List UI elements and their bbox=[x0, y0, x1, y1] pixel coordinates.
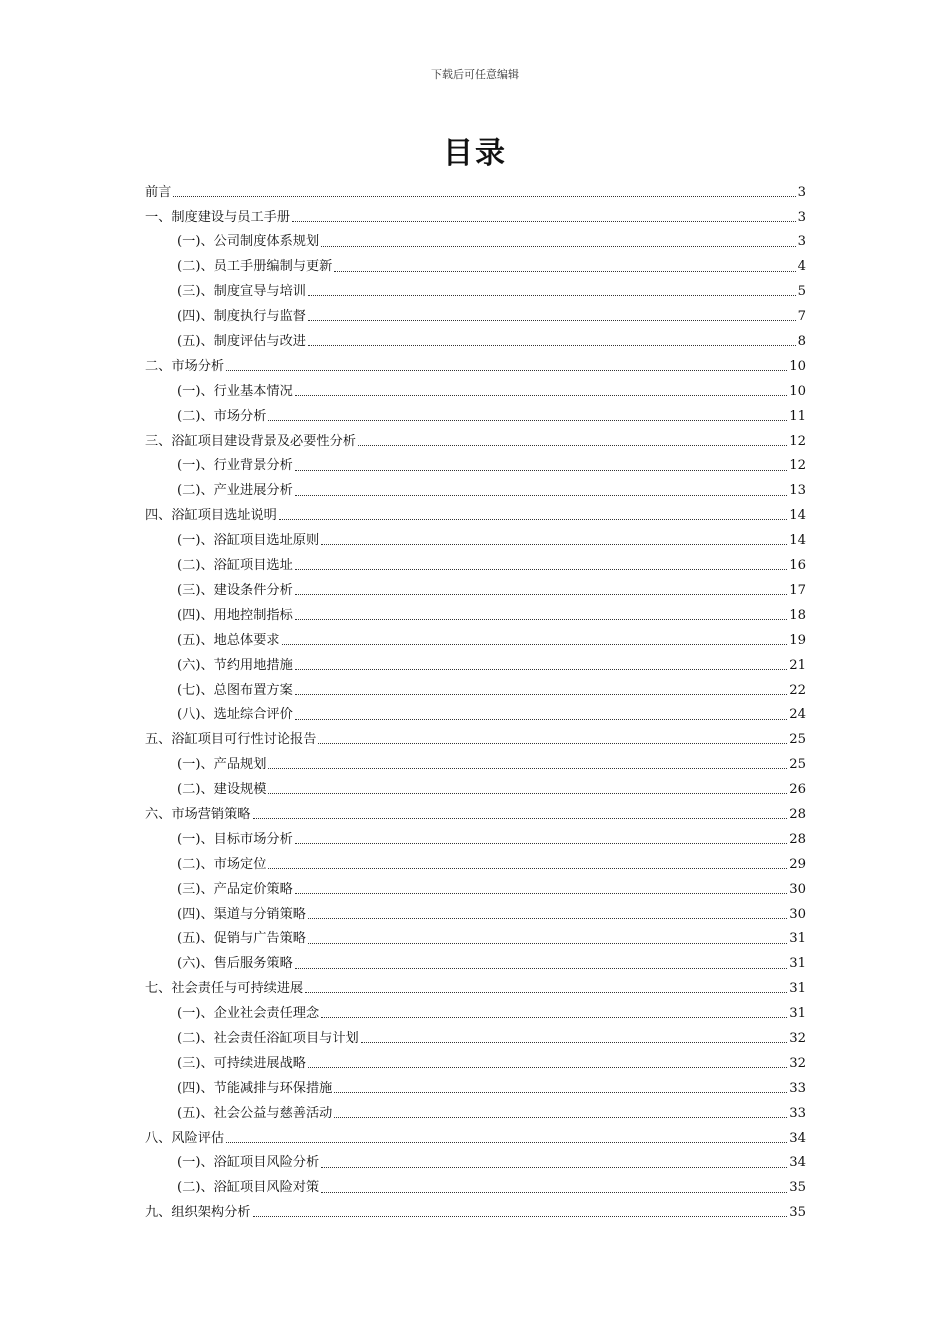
toc-entry-page: 29 bbox=[789, 856, 806, 872]
toc-entry-label: (四)、制度执行与监督 bbox=[177, 309, 306, 325]
toc-entry-label: (一)、浴缸项目风险分析 bbox=[177, 1155, 320, 1171]
toc-dot-leader bbox=[334, 1092, 787, 1093]
toc-entry[interactable] bbox=[145, 274, 806, 299]
toc-dot-leader bbox=[318, 743, 787, 744]
toc-entry[interactable] bbox=[145, 846, 806, 871]
toc-dot-leader bbox=[295, 669, 787, 670]
toc-entry-label: 五、浴缸项目可行性讨论报告 bbox=[145, 732, 317, 748]
toc-entry[interactable] bbox=[145, 796, 806, 821]
toc-entry-label: (三)、产品定价策略 bbox=[177, 881, 293, 897]
toc-entry[interactable] bbox=[145, 1095, 806, 1120]
toc-entry[interactable] bbox=[145, 722, 806, 747]
toc-entry-page: 26 bbox=[789, 782, 806, 798]
toc-dot-leader bbox=[253, 818, 788, 819]
toc-entry-label: (四)、用地控制指标 bbox=[177, 607, 293, 623]
toc-entry[interactable] bbox=[145, 746, 806, 771]
toc-dot-leader bbox=[295, 470, 787, 471]
toc-entry-page: 30 bbox=[789, 906, 806, 922]
toc-entry-page: 30 bbox=[789, 881, 806, 897]
toc-dot-leader bbox=[321, 544, 787, 545]
toc-entry[interactable] bbox=[145, 473, 806, 498]
toc-entry-page: 3 bbox=[797, 209, 806, 225]
toc-entry-page: 21 bbox=[789, 657, 806, 673]
toc-dot-leader bbox=[308, 1067, 787, 1068]
toc-entry-page: 19 bbox=[789, 632, 806, 648]
toc-entry-page: 34 bbox=[789, 1155, 806, 1171]
toc-dot-leader bbox=[279, 519, 787, 520]
toc-entry-page: 14 bbox=[789, 533, 806, 549]
toc-dot-leader bbox=[173, 196, 795, 197]
toc-dot-leader bbox=[295, 619, 787, 620]
toc-dot-leader bbox=[292, 221, 796, 222]
toc-entry-label: (一)、产品规划 bbox=[177, 757, 267, 773]
toc-dot-leader bbox=[295, 395, 787, 396]
toc-entry-label: (二)、建设规模 bbox=[177, 782, 267, 798]
toc-entry[interactable] bbox=[145, 498, 806, 523]
toc-entry[interactable] bbox=[145, 771, 806, 796]
toc-entry-page: 5 bbox=[797, 284, 806, 300]
toc-dot-leader bbox=[308, 918, 787, 919]
toc-dot-leader bbox=[305, 992, 787, 993]
toc-entry-page: 31 bbox=[789, 956, 806, 972]
toc-entry-label: 二、市场分析 bbox=[145, 358, 225, 374]
toc-entry-label: (二)、市场定位 bbox=[177, 856, 267, 872]
toc-entry-page: 22 bbox=[789, 682, 806, 698]
toc-entry-page: 25 bbox=[789, 732, 806, 748]
toc-entry-label: (二)、产业进展分析 bbox=[177, 483, 293, 499]
toc-entry[interactable] bbox=[145, 323, 806, 348]
toc-entry-label: 七、社会责任与可持续进展 bbox=[145, 981, 304, 997]
toc-entry-label: (八)、选址综合评价 bbox=[177, 707, 293, 723]
toc-entry[interactable] bbox=[145, 597, 806, 622]
toc-entry-label: 四、浴缸项目选址说明 bbox=[145, 508, 277, 524]
toc-dot-leader bbox=[295, 719, 787, 720]
toc-dot-leader bbox=[295, 594, 787, 595]
toc-entry[interactable] bbox=[145, 174, 806, 199]
toc-dot-leader bbox=[295, 694, 787, 695]
toc-entry-page: 31 bbox=[789, 1006, 806, 1022]
toc-entry-label: (二)、社会责任浴缸项目与计划 bbox=[177, 1030, 359, 1046]
toc-entry[interactable] bbox=[145, 448, 806, 473]
toc-entry-label: (三)、建设条件分析 bbox=[177, 582, 293, 598]
toc-dot-leader bbox=[321, 246, 795, 247]
toc-entry[interactable] bbox=[145, 896, 806, 921]
toc-entry-label: (一)、企业社会责任理念 bbox=[177, 1006, 320, 1022]
toc-entry[interactable] bbox=[145, 348, 806, 373]
toc-entry-page: 28 bbox=[789, 831, 806, 847]
toc-entry-page: 3 bbox=[797, 234, 806, 250]
toc-dot-leader bbox=[295, 569, 787, 570]
toc-dot-leader bbox=[268, 420, 787, 421]
toc-entry[interactable] bbox=[145, 697, 806, 722]
toc-dot-leader bbox=[295, 893, 787, 894]
toc-dot-leader bbox=[361, 1042, 787, 1043]
toc-entry-label: (三)、可持续进展战略 bbox=[177, 1055, 306, 1071]
toc-entry[interactable] bbox=[145, 224, 806, 249]
toc-entry-label: (六)、售后服务策略 bbox=[177, 956, 293, 972]
toc-entry[interactable] bbox=[145, 821, 806, 846]
toc-entry-page: 14 bbox=[789, 508, 806, 524]
toc-entry-page: 13 bbox=[789, 483, 806, 499]
toc-entry[interactable] bbox=[145, 249, 806, 274]
toc-entry-label: 前言 bbox=[145, 184, 172, 200]
toc-dot-leader bbox=[334, 1117, 787, 1118]
toc-entry-label: 九、组织架构分析 bbox=[145, 1205, 251, 1221]
toc-entry[interactable] bbox=[145, 199, 806, 224]
toc-entry-page: 17 bbox=[789, 582, 806, 598]
toc-entry[interactable] bbox=[145, 1045, 806, 1070]
toc-entry-page: 32 bbox=[789, 1030, 806, 1046]
toc-entry-label: (一)、公司制度体系规划 bbox=[177, 234, 320, 250]
toc-entry-page: 35 bbox=[789, 1180, 806, 1196]
toc-entry-page: 25 bbox=[789, 757, 806, 773]
toc-dot-leader bbox=[308, 295, 796, 296]
toc-entry[interactable] bbox=[145, 1195, 806, 1220]
toc-entry[interactable] bbox=[145, 1120, 806, 1145]
toc-entry-page: 31 bbox=[789, 931, 806, 947]
toc-entry-page: 10 bbox=[789, 383, 806, 399]
toc-entry-label: 八、风险评估 bbox=[145, 1130, 225, 1146]
header-note: 下载后可任意编辑 bbox=[431, 68, 519, 81]
toc-entry-page: 12 bbox=[789, 458, 806, 474]
toc-dot-leader bbox=[226, 370, 787, 371]
toc-entry[interactable] bbox=[145, 572, 806, 597]
toc-entry-label: (五)、制度评估与改进 bbox=[177, 334, 306, 350]
toc-entry-label: 一、制度建设与员工手册 bbox=[145, 209, 291, 225]
toc-entry-page: 31 bbox=[789, 981, 806, 997]
toc-dot-leader bbox=[253, 1216, 788, 1217]
toc-entry[interactable] bbox=[145, 423, 806, 448]
toc-dot-leader bbox=[308, 345, 796, 346]
toc-dot-leader bbox=[282, 644, 788, 645]
toc-dot-leader bbox=[321, 1192, 787, 1193]
toc-entry[interactable] bbox=[145, 373, 806, 398]
toc-entry[interactable] bbox=[145, 622, 806, 647]
toc-title: 目录 bbox=[443, 136, 507, 171]
toc-entry[interactable] bbox=[145, 1070, 806, 1095]
toc-dot-leader bbox=[358, 445, 787, 446]
toc-entry-page: 35 bbox=[789, 1205, 806, 1221]
toc-entry-page: 33 bbox=[789, 1080, 806, 1096]
toc-entry-label: (五)、促销与广告策略 bbox=[177, 931, 306, 947]
toc-entry[interactable] bbox=[145, 647, 806, 672]
toc-entry[interactable] bbox=[145, 398, 806, 423]
toc-entry-label: 六、市场营销策略 bbox=[145, 806, 251, 822]
toc-entry[interactable] bbox=[145, 995, 806, 1020]
toc-entry[interactable] bbox=[145, 298, 806, 323]
toc-entry[interactable] bbox=[145, 871, 806, 896]
toc-entry-label: (四)、渠道与分销策略 bbox=[177, 906, 306, 922]
toc-dot-leader bbox=[308, 320, 796, 321]
toc-entry-label: (二)、浴缸项目选址 bbox=[177, 558, 293, 574]
toc-entry-page: 12 bbox=[789, 433, 806, 449]
toc-entry[interactable] bbox=[145, 921, 806, 946]
toc-dot-leader bbox=[334, 271, 795, 272]
toc-entry-page: 3 bbox=[797, 184, 806, 200]
table-of-contents bbox=[145, 174, 806, 1219]
toc-entry-label: (七)、总图布置方案 bbox=[177, 682, 293, 698]
toc-entry-page: 33 bbox=[789, 1105, 806, 1121]
toc-dot-leader bbox=[321, 1017, 787, 1018]
toc-entry-label: (二)、员工手册编制与更新 bbox=[177, 259, 333, 275]
toc-dot-leader bbox=[268, 768, 787, 769]
toc-entry-label: (一)、浴缸项目选址原则 bbox=[177, 533, 320, 549]
toc-entry-label: (五)、社会公益与慈善活动 bbox=[177, 1105, 333, 1121]
toc-entry[interactable] bbox=[145, 1020, 806, 1045]
toc-entry-page: 16 bbox=[789, 558, 806, 574]
toc-entry[interactable] bbox=[145, 547, 806, 572]
toc-entry-label: (六)、节约用地措施 bbox=[177, 657, 293, 673]
toc-entry-label: (一)、行业背景分析 bbox=[177, 458, 293, 474]
toc-entry-page: 18 bbox=[789, 607, 806, 623]
toc-entry-page: 4 bbox=[797, 259, 806, 275]
toc-entry-page: 11 bbox=[789, 408, 806, 424]
toc-entry-label: (一)、行业基本情况 bbox=[177, 383, 293, 399]
toc-entry-label: (四)、节能减排与环保措施 bbox=[177, 1080, 333, 1096]
toc-dot-leader bbox=[268, 868, 787, 869]
toc-entry-label: (五)、地总体要求 bbox=[177, 632, 280, 648]
toc-dot-leader bbox=[295, 968, 787, 969]
toc-entry-label: 三、浴缸项目建设背景及必要性分析 bbox=[145, 433, 356, 449]
toc-entry[interactable] bbox=[145, 971, 806, 996]
toc-entry-page: 24 bbox=[789, 707, 806, 723]
toc-entry-page: 32 bbox=[789, 1055, 806, 1071]
toc-entry-label: (一)、目标市场分析 bbox=[177, 831, 293, 847]
toc-entry[interactable] bbox=[145, 946, 806, 971]
toc-entry-page: 28 bbox=[789, 806, 806, 822]
toc-entry-page: 7 bbox=[797, 309, 806, 325]
toc-entry-page: 8 bbox=[797, 334, 806, 350]
toc-entry[interactable] bbox=[145, 522, 806, 547]
toc-dot-leader bbox=[295, 495, 787, 496]
toc-entry[interactable] bbox=[145, 672, 806, 697]
toc-entry[interactable] bbox=[145, 1145, 806, 1170]
toc-entry-label: (三)、制度宣导与培训 bbox=[177, 284, 306, 300]
toc-entry[interactable] bbox=[145, 1170, 806, 1195]
toc-entry-label: (二)、市场分析 bbox=[177, 408, 267, 424]
toc-dot-leader bbox=[308, 943, 787, 944]
toc-dot-leader bbox=[226, 1142, 787, 1143]
toc-dot-leader bbox=[321, 1167, 787, 1168]
toc-entry-label: (二)、浴缸项目风险对策 bbox=[177, 1180, 320, 1196]
toc-entry-page: 34 bbox=[789, 1130, 806, 1146]
toc-dot-leader bbox=[295, 843, 787, 844]
toc-entry-page: 10 bbox=[789, 358, 806, 374]
toc-dot-leader bbox=[268, 793, 787, 794]
